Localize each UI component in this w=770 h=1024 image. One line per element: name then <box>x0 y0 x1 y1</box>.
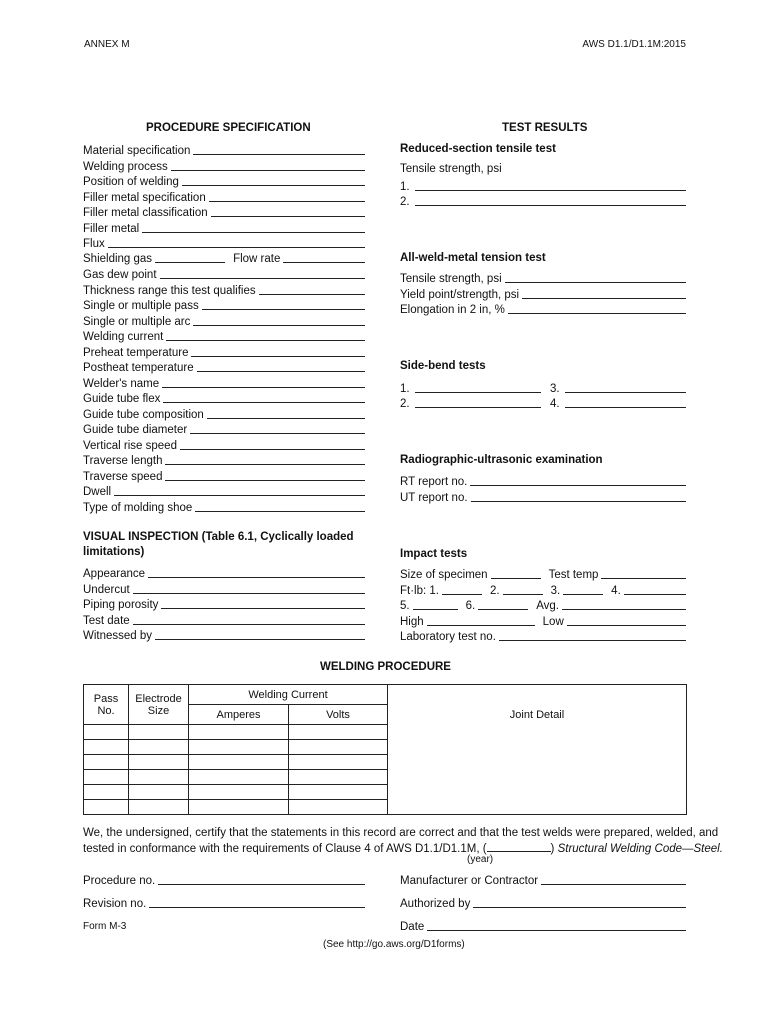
visual-inspection-title: VISUAL INSPECTION (Table 6.1, Cyclically loaded <box>83 531 354 543</box>
ftlb-field-6[interactable] <box>478 609 528 610</box>
procedure-field-label: Welder's name <box>83 377 160 390</box>
radiographic-title: Radiographic-ultrasonic examination <box>400 454 603 466</box>
procedure-field-field[interactable] <box>182 185 365 186</box>
code-title: Structural Welding Code—Steel. <box>557 843 723 855</box>
date-field[interactable] <box>427 930 686 931</box>
impact-row-4 <box>400 613 686 628</box>
revision-no-field[interactable] <box>149 907 365 908</box>
procedure-field-field[interactable] <box>108 247 365 248</box>
visual-inspection-title-2: limitations) <box>83 546 145 558</box>
table-cell[interactable] <box>289 785 388 800</box>
procedure-field-label: Preheat temperature <box>83 346 189 359</box>
reduced-section-row-2 <box>400 193 686 208</box>
authorized-by-row <box>400 895 686 910</box>
procedure-field-label: Postheat temperature <box>83 362 194 374</box>
welding-procedure-title: WELDING PROCEDURE <box>320 661 451 673</box>
table-cell[interactable] <box>84 770 129 785</box>
visual-field-label: Test date <box>83 614 130 627</box>
procedure-field-row <box>83 375 365 390</box>
all-weld-field-field[interactable] <box>505 282 686 283</box>
table-cell[interactable] <box>84 785 129 800</box>
ftlb-field-4[interactable] <box>624 594 686 595</box>
procedure-field-label: Filler metal <box>83 222 140 235</box>
manufacturer-label: Manufacturer or Contractor <box>400 875 539 887</box>
procedure-field-row <box>83 204 365 219</box>
low-field[interactable] <box>567 625 686 626</box>
visual-field-label: Undercut <box>83 583 130 596</box>
reduced-section-field-1[interactable] <box>415 190 686 191</box>
procedure-field-label: Single or multiple arc <box>83 315 191 328</box>
ftlb-field-2[interactable] <box>503 594 543 595</box>
date-row <box>400 918 686 933</box>
side-bend-field-3[interactable] <box>565 392 686 393</box>
procedure-field-label: Single or multiple pass <box>83 300 199 312</box>
procedure-field-field[interactable] <box>195 511 365 512</box>
procedure-field-row <box>83 313 365 328</box>
procedure-field-row <box>83 220 365 235</box>
year-label: (year) <box>467 854 494 865</box>
report-field-field[interactable] <box>470 485 686 486</box>
procedure-field-field[interactable] <box>209 201 365 202</box>
standard-label: AWS D1.1/D1.1M:2015 <box>582 39 686 50</box>
impact-row-5 <box>400 628 686 643</box>
pass-label: Pass <box>93 692 119 705</box>
lab-test-label: Laboratory test no. <box>400 631 496 643</box>
procedure-field-field[interactable] <box>259 294 365 295</box>
procedure-field-label: Welding process <box>83 160 168 173</box>
report-field-field[interactable] <box>471 501 686 502</box>
procedure-field-row <box>83 359 365 374</box>
revision-no-label: Revision no. <box>83 898 147 910</box>
ftlb-label: Ft·lb: 1. <box>400 585 439 597</box>
procedure-no-row <box>83 872 365 887</box>
joint-detail-label: Joint Detail <box>509 709 565 721</box>
all-weld-field-row <box>400 301 686 316</box>
procedure-field-field[interactable] <box>165 464 365 465</box>
side-bend-field-2[interactable] <box>415 407 541 408</box>
side-bend-row-4 <box>550 395 686 410</box>
test-temp-field[interactable] <box>601 578 686 579</box>
procedure-field-label: Guide tube composition <box>83 408 204 421</box>
amperes-header: Amperes <box>189 705 289 725</box>
all-weld-field-label: Tensile strength, psi <box>400 273 502 285</box>
pass-no-label: No. <box>97 704 115 717</box>
visual-field-label: Piping porosity <box>83 599 159 611</box>
procedure-field-field[interactable] <box>211 216 365 217</box>
procedure-field-row <box>83 406 365 421</box>
item-number: 1. <box>400 181 410 193</box>
procedure-field-field[interactable] <box>171 170 365 171</box>
side-bend-field-4[interactable] <box>565 407 686 408</box>
form-number: Form M-3 <box>83 921 127 932</box>
table-cell[interactable] <box>189 740 289 755</box>
certification-line-1: We, the undersigned, certify that the statements in this record are correct and that the test welds were prepared, welded, and <box>83 827 719 839</box>
side-bend-title: Side-bend tests <box>400 360 486 372</box>
item-number: 4. <box>550 398 560 410</box>
revision-no-row <box>83 895 365 910</box>
low-label: Low <box>542 616 564 628</box>
procedure-field-row <box>83 390 365 405</box>
visual-field-label: Witnessed by <box>83 630 153 642</box>
table-cell[interactable] <box>84 800 129 815</box>
shielding-gas-row <box>83 250 365 265</box>
table-cell[interactable] <box>289 725 388 740</box>
procedure-field-row <box>83 142 365 157</box>
table-cell[interactable] <box>129 725 189 740</box>
authorized-by-field[interactable] <box>473 907 686 908</box>
side-bend-row-1 <box>400 380 541 395</box>
procedure-field-field[interactable] <box>163 402 365 403</box>
all-weld-metal-title: All-weld-metal tension test <box>400 252 546 264</box>
ftlb-4-label: 4. <box>611 585 621 597</box>
procedure-field-row <box>83 483 365 498</box>
all-weld-field-row <box>400 286 686 301</box>
all-weld-field-label: Elongation in 2 in, % <box>400 304 505 316</box>
procedure-field-label: Thickness range this test qualifies <box>83 284 256 297</box>
report-field-label: RT report no. <box>400 476 468 488</box>
annex-label: ANNEX M <box>84 39 130 50</box>
procedure-field-row <box>83 235 365 250</box>
avg-label: Avg. <box>536 600 559 612</box>
table-cell[interactable] <box>189 785 289 800</box>
table-cell[interactable] <box>289 770 388 785</box>
year-field[interactable] <box>487 840 551 852</box>
procedure-field-label: Filler metal classification <box>83 207 208 219</box>
test-temp-label: Test temp <box>548 569 599 581</box>
procedure-field-label: Material specification <box>83 145 191 157</box>
report-field-row <box>400 473 686 488</box>
procedure-field-label: Filler metal specification <box>83 191 206 204</box>
impact-row-2 <box>400 582 686 597</box>
high-label: High <box>400 616 424 628</box>
ftlb-6-label: 6. <box>465 600 476 612</box>
procedure-field-field[interactable] <box>114 495 365 496</box>
procedure-field-field[interactable] <box>207 418 365 419</box>
procedure-field-row <box>83 297 365 312</box>
procedure-no-field[interactable] <box>158 884 365 885</box>
table-cell[interactable] <box>289 755 388 770</box>
procedure-field-label: Welding current <box>83 331 164 343</box>
item-number: 2. <box>400 398 410 410</box>
procedure-field-row <box>83 266 365 281</box>
procedure-no-label: Procedure no. <box>83 875 156 887</box>
visual-field-field[interactable] <box>133 593 365 594</box>
electrode-label: Electrode <box>135 692 182 705</box>
procedure-field-label: Guide tube flex <box>83 393 161 405</box>
procedure-field-label: Flux <box>83 238 105 250</box>
electrode-header <box>129 685 189 725</box>
table-cell[interactable] <box>84 740 129 755</box>
procedure-field-row <box>83 437 365 452</box>
authorized-by-label: Authorized by <box>400 898 471 910</box>
procedure-field-row <box>83 328 365 343</box>
visual-field-field[interactable] <box>133 624 365 625</box>
shielding-gas-field[interactable] <box>155 262 225 263</box>
date-label: Date <box>400 921 425 933</box>
table-cell[interactable] <box>189 800 289 815</box>
joint-detail-cell[interactable] <box>388 685 687 815</box>
visual-field-field[interactable] <box>148 577 365 578</box>
reduced-section-field-2[interactable] <box>415 205 686 206</box>
procedure-field-field[interactable] <box>191 356 365 357</box>
table-cell[interactable] <box>289 800 388 815</box>
table-cell[interactable] <box>189 770 289 785</box>
all-weld-field-field[interactable] <box>508 313 686 314</box>
procedure-field-row <box>83 499 365 514</box>
side-bend-field-1[interactable] <box>415 392 541 393</box>
impact-tests-title: Impact tests <box>400 548 468 560</box>
procedure-field-field[interactable] <box>197 371 365 372</box>
welding-procedure-table <box>83 684 687 815</box>
lab-test-field[interactable] <box>499 640 686 641</box>
table-cell[interactable] <box>129 755 189 770</box>
procedure-field-field[interactable] <box>190 433 365 434</box>
item-number: 3. <box>550 383 560 395</box>
visual-field-row <box>83 627 365 642</box>
procedure-field-field[interactable] <box>180 449 365 450</box>
visual-field-label: Appearance <box>83 568 146 580</box>
procedure-field-field[interactable] <box>193 325 365 326</box>
avg-field[interactable] <box>562 609 686 610</box>
welding-current-header: Welding Current <box>189 685 388 705</box>
procedure-field-field[interactable] <box>160 278 365 279</box>
visual-field-row <box>83 565 365 580</box>
procedure-field-row <box>83 282 365 297</box>
procedure-field-label: Type of molding shoe <box>83 501 193 514</box>
procedure-field-field[interactable] <box>165 480 365 481</box>
report-field-row <box>400 489 686 504</box>
reduced-section-title: Reduced-section tensile test <box>400 143 556 155</box>
procedure-field-label: Vertical rise speed <box>83 439 177 452</box>
electrode-size-label: Size <box>147 704 170 717</box>
side-bend-row-2 <box>400 395 541 410</box>
table-cell[interactable] <box>129 740 189 755</box>
procedure-field-row <box>83 158 365 173</box>
reduced-section-row-1 <box>400 178 686 193</box>
table-cell[interactable] <box>189 725 289 740</box>
ftlb-field-1[interactable] <box>442 594 482 595</box>
procedure-field-field[interactable] <box>202 309 365 310</box>
high-field[interactable] <box>427 625 535 626</box>
procedure-field-row <box>83 173 365 188</box>
all-weld-field-label: Yield point/strength, psi <box>400 288 520 301</box>
procedure-field-field[interactable] <box>193 154 365 155</box>
procedure-field-label: Traverse speed <box>83 470 163 483</box>
visual-field-field[interactable] <box>155 639 365 640</box>
table-cell[interactable] <box>129 800 189 815</box>
procedure-field-row <box>83 344 365 359</box>
procedure-field-field[interactable] <box>142 232 365 233</box>
all-weld-field-field[interactable] <box>522 298 686 299</box>
procedure-field-field[interactable] <box>162 387 365 388</box>
procedure-specification-title: PROCEDURE SPECIFICATION <box>146 122 311 134</box>
manufacturer-field[interactable] <box>541 884 686 885</box>
impact-row-3 <box>400 597 686 612</box>
manufacturer-row <box>400 872 686 887</box>
table-cell[interactable] <box>129 785 189 800</box>
procedure-field-label: Traverse length <box>83 455 163 467</box>
ftlb-field-3[interactable] <box>563 594 603 595</box>
pass-header <box>84 685 129 725</box>
ftlb-5-label: 5. <box>400 600 410 612</box>
flow-rate-field[interactable] <box>283 262 365 263</box>
procedure-field-label: Guide tube diameter <box>83 424 188 436</box>
test-results-title: TEST RESULTS <box>502 122 588 134</box>
size-of-specimen-label: Size of specimen <box>400 569 488 581</box>
procedure-field-label: Gas dew point <box>83 269 157 281</box>
shielding-gas-label: Shielding gas <box>83 253 153 265</box>
visual-field-row <box>83 612 365 627</box>
certification-paren: ) <box>550 843 558 855</box>
ftlb-3-label: 3. <box>550 585 561 597</box>
table-cell[interactable] <box>289 740 388 755</box>
certification-text: tested in conformance with the requirements of Clause 4 of AWS D1.1/D1.1M, ( <box>83 843 487 855</box>
flow-rate-label: Flow rate <box>233 253 281 265</box>
see-url: (See http://go.aws.org/D1forms) <box>323 939 465 950</box>
procedure-field-label: Dwell <box>83 486 112 498</box>
procedure-field-row <box>83 452 365 467</box>
visual-field-row <box>83 596 365 611</box>
table-cell[interactable] <box>84 725 129 740</box>
volts-header: Volts <box>289 705 388 725</box>
procedure-field-row <box>83 189 365 204</box>
procedure-field-label: Position of welding <box>83 176 179 188</box>
size-of-specimen-field[interactable] <box>491 578 541 579</box>
procedure-field-row <box>83 468 365 483</box>
table-cell[interactable] <box>129 770 189 785</box>
item-number: 1. <box>400 383 410 395</box>
table-cell[interactable] <box>189 755 289 770</box>
procedure-field-row <box>83 421 365 436</box>
side-bend-row-3 <box>550 380 686 395</box>
visual-field-field[interactable] <box>161 608 365 609</box>
report-field-label: UT report no. <box>400 491 468 504</box>
procedure-field-field[interactable] <box>166 340 365 341</box>
all-weld-field-row <box>400 270 686 285</box>
tensile-strength-label: Tensile strength, psi <box>400 163 502 175</box>
table-cell[interactable] <box>84 755 129 770</box>
visual-field-row <box>83 581 365 596</box>
ftlb-2-label: 2. <box>489 585 500 597</box>
certification-line-2 <box>83 840 723 856</box>
item-number: 2. <box>400 196 410 208</box>
impact-row-1 <box>400 566 686 581</box>
ftlb-field-5[interactable] <box>413 609 458 610</box>
